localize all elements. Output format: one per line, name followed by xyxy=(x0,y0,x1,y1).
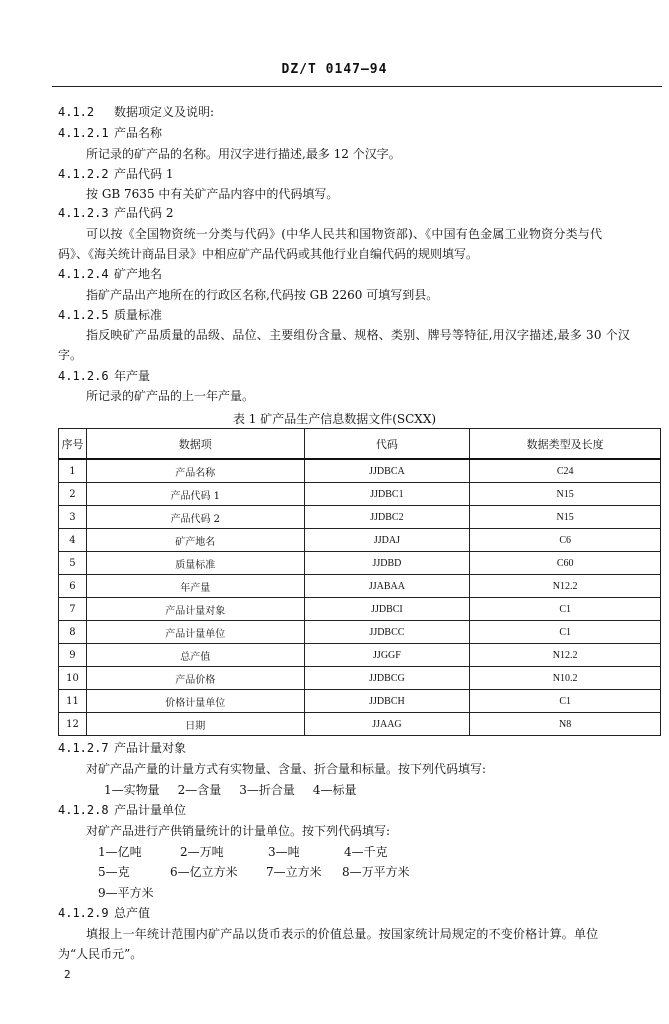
section-number: 4.1.2.3 xyxy=(58,206,109,220)
field-code: JJDBCH xyxy=(304,690,470,713)
row-number: 11 xyxy=(59,690,87,713)
section-heading xyxy=(58,368,669,385)
field-code: JJAAG xyxy=(304,713,470,736)
section-body: 填报上一年统计范围内矿产品以货币表示的价值总量。按国家统计局规定的不变价格计算。单位 xyxy=(86,927,599,941)
table-header-row xyxy=(59,429,661,460)
section-heading xyxy=(58,166,669,183)
section-title: 产品计量单位 xyxy=(114,803,187,817)
option-list xyxy=(98,885,669,902)
field-type: C60 xyxy=(470,552,661,575)
option-item: 3—折合量 xyxy=(239,783,295,797)
field-name: 产品价格 xyxy=(86,667,304,690)
field-code: JJDBCI xyxy=(304,598,470,621)
section-heading xyxy=(58,205,669,222)
row-number: 7 xyxy=(59,598,87,621)
table-row xyxy=(59,598,661,621)
field-code: JJDBCG xyxy=(304,667,470,690)
row-number: 4 xyxy=(59,529,87,552)
option-item: 4—千克 xyxy=(344,845,388,859)
table-row xyxy=(59,459,661,483)
field-name: 矿产地名 xyxy=(86,529,304,552)
section-body: 指矿产品出产地所在的行政区名称,代码按 GB 2260 可填写到县。 xyxy=(86,288,439,302)
option-item: 9—平方米 xyxy=(98,886,154,900)
field-name: 产品计量单位 xyxy=(86,621,304,644)
column-header: 数据项 xyxy=(86,429,304,460)
field-name: 质量标准 xyxy=(86,552,304,575)
page-number: 2 xyxy=(64,968,71,981)
row-number: 2 xyxy=(59,483,87,506)
table-row xyxy=(59,575,661,598)
option-item: 2—含量 xyxy=(177,783,222,797)
section-title: 年产量 xyxy=(114,369,151,383)
field-type: N12.2 xyxy=(470,575,661,598)
column-header: 序号 xyxy=(59,429,87,460)
table-row xyxy=(59,644,661,667)
section-title: 矿产地名 xyxy=(114,267,163,281)
table-row xyxy=(59,483,661,506)
section-body: 指反映矿产品质量的品级、品位、主要组份含量、规格、类别、牌号等特征,用汉字描述,最多 30 个汉 xyxy=(86,328,631,342)
section-body: 所记录的矿产品的上一年产量。 xyxy=(86,389,255,403)
field-name: 产品代码 1 xyxy=(86,483,304,506)
option-item: 4—标量 xyxy=(312,783,357,797)
field-type: N12.2 xyxy=(470,644,661,667)
field-code: JJDBC2 xyxy=(304,506,470,529)
section-number: 4.1.2.6 xyxy=(58,369,109,383)
option-item: 2—万吨 xyxy=(180,845,224,859)
section-heading xyxy=(58,740,669,757)
section-number: 4.1.2.9 xyxy=(58,906,109,920)
section-title: 数据项定义及说明: xyxy=(114,105,215,119)
data-table xyxy=(58,428,661,736)
field-name: 产品代码 2 xyxy=(86,506,304,529)
table-row xyxy=(59,667,661,690)
row-number: 6 xyxy=(59,575,87,598)
field-name: 产品计量对象 xyxy=(86,598,304,621)
column-header: 数据类型及长度 xyxy=(470,429,661,460)
field-type: C24 xyxy=(470,459,661,483)
field-type: N10.2 xyxy=(470,667,661,690)
option-item: 5—克 xyxy=(98,865,130,879)
section-number: 4.1.2.7 xyxy=(58,741,109,755)
section-number: 4.1.2.2 xyxy=(58,167,109,181)
section-body: 所记录的矿产品的名称。用汉字进行描述,最多 12 个汉字。 xyxy=(86,147,401,161)
section-body: 字。 xyxy=(58,348,83,362)
option-list xyxy=(98,844,669,861)
section-body: 为“人民币元”。 xyxy=(58,947,143,961)
page-header: DZ/T 0147—94 xyxy=(281,62,388,77)
field-type: C6 xyxy=(470,529,661,552)
table-row xyxy=(59,552,661,575)
field-code: JJGGF xyxy=(304,644,470,667)
section-body: 对矿产品产量的计量方式有实物量、含量、折合量和标量。按下列代码填写: xyxy=(86,762,487,776)
section-heading xyxy=(58,266,669,283)
section-body: 可以按《全国物资统一分类与代码》(中华人民共和国物资部)、《中国有色金属工业物资分类与代 xyxy=(86,227,603,241)
section-heading xyxy=(58,307,669,324)
field-code: JJDAJ xyxy=(304,529,470,552)
section-title: 总产值 xyxy=(114,906,151,920)
section-number: 4.1.2.4 xyxy=(58,267,109,281)
section-title: 产品代码 1 xyxy=(114,167,174,181)
option-list xyxy=(98,864,669,881)
column-header: 代码 xyxy=(304,429,470,460)
field-code: JJDBD xyxy=(304,552,470,575)
row-number: 12 xyxy=(59,713,87,736)
table-body xyxy=(59,459,661,736)
section-heading xyxy=(58,104,669,121)
section-title: 产品代码 2 xyxy=(114,206,174,220)
field-type: N15 xyxy=(470,483,661,506)
field-type: C1 xyxy=(470,690,661,713)
section-title: 产品计量对象 xyxy=(114,741,187,755)
field-name: 日期 xyxy=(86,713,304,736)
field-type: N15 xyxy=(470,506,661,529)
field-code: JJDBC1 xyxy=(304,483,470,506)
field-name: 总产值 xyxy=(86,644,304,667)
field-name: 年产量 xyxy=(86,575,304,598)
section-title: 产品名称 xyxy=(114,126,163,140)
field-type: N8 xyxy=(470,713,661,736)
option-item: 7—立方米 xyxy=(266,865,322,879)
field-type: C1 xyxy=(470,621,661,644)
field-code: JJDBCC xyxy=(304,621,470,644)
field-name: 价格计量单位 xyxy=(86,690,304,713)
section-heading xyxy=(58,905,669,922)
option-item: 3—吨 xyxy=(268,845,300,859)
field-type: C1 xyxy=(470,598,661,621)
option-item: 6—亿立方米 xyxy=(170,865,238,879)
option-item: 1—实物量 xyxy=(104,783,160,797)
section-title: 质量标准 xyxy=(114,308,163,322)
section-number: 4.1.2.8 xyxy=(58,803,109,817)
row-number: 3 xyxy=(59,506,87,529)
row-number: 8 xyxy=(59,621,87,644)
table-row xyxy=(59,621,661,644)
row-number: 10 xyxy=(59,667,87,690)
table-row xyxy=(59,529,661,552)
section-heading xyxy=(58,802,669,819)
section-number: 4.1.2 xyxy=(58,105,95,119)
table-caption: 表 1 矿产品生产信息数据文件(SCXX) xyxy=(232,412,437,426)
option-list xyxy=(104,782,669,799)
option-item: 8—万平方米 xyxy=(342,865,410,879)
table-row xyxy=(59,713,661,736)
field-code: JJABAA xyxy=(304,575,470,598)
table-row xyxy=(59,690,661,713)
row-number: 1 xyxy=(59,459,87,483)
option-item: 1—亿吨 xyxy=(98,845,142,859)
section-number: 4.1.2.5 xyxy=(58,308,109,322)
section-body: 码》、《海关统计商品目录》中相应矿产品代码或其他行业自编代码的规则填写。 xyxy=(58,247,479,261)
field-code: JJDBCA xyxy=(304,459,470,483)
row-number: 5 xyxy=(59,552,87,575)
table-row xyxy=(59,506,661,529)
section-body: 对矿产品进行产供销量统计的计量单位。按下列代码填写: xyxy=(86,824,391,838)
header-rule xyxy=(52,86,662,87)
row-number: 9 xyxy=(59,644,87,667)
field-name: 产品名称 xyxy=(86,459,304,483)
section-number: 4.1.2.1 xyxy=(58,126,109,140)
section-heading xyxy=(58,125,669,142)
section-body: 按 GB 7635 中有关矿产品内容中的代码填写。 xyxy=(86,187,339,201)
